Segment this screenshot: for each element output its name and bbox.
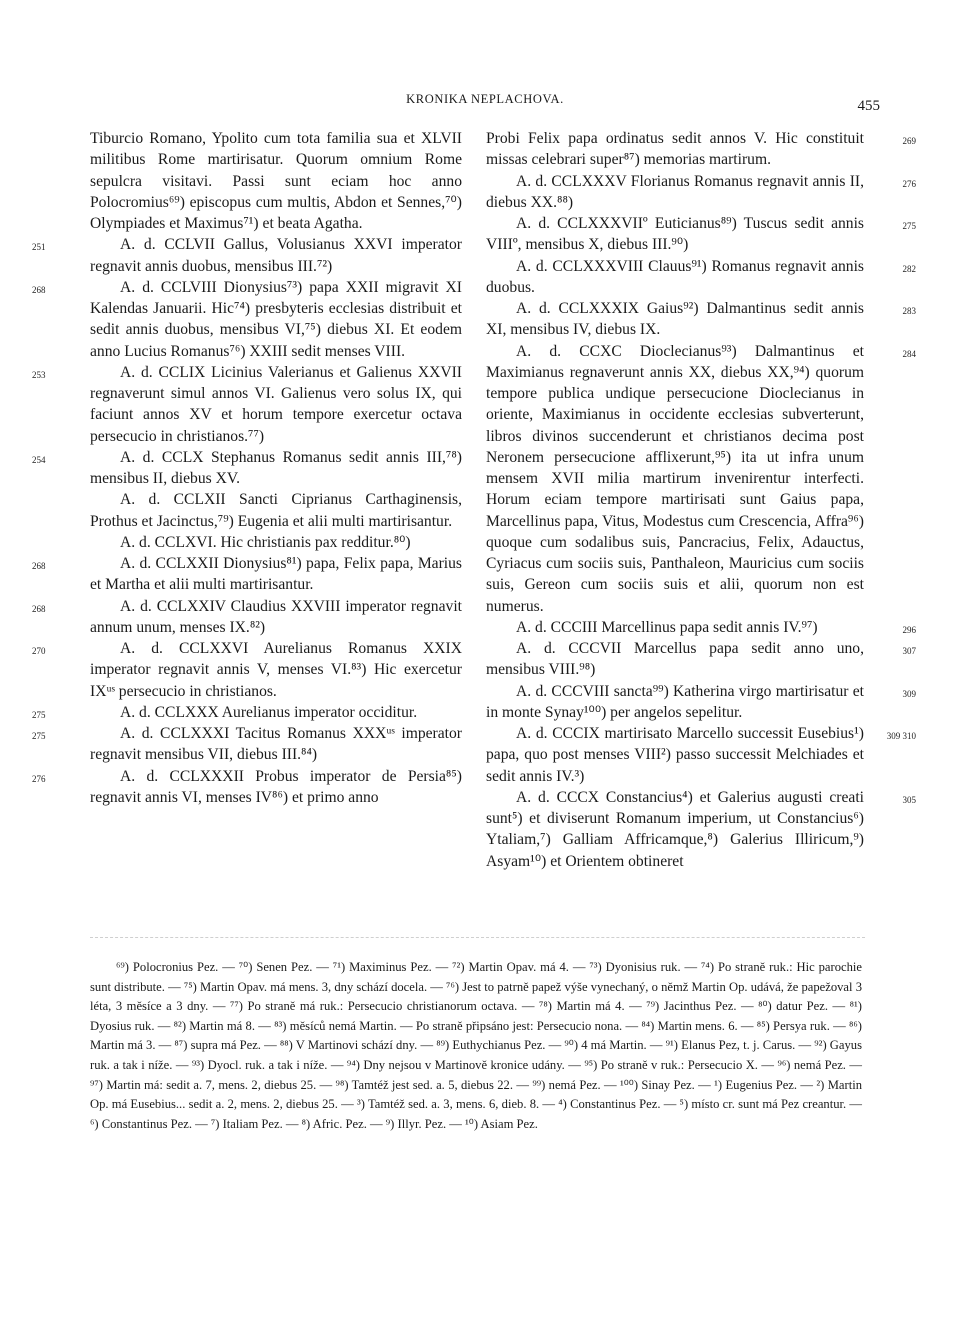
margin-year-number: 276	[32, 773, 46, 784]
chronicle-entry	[486, 787, 916, 872]
margin-year-number: 253	[32, 369, 46, 380]
entry-text: A. d. CCLXII Sancti Ciprianus Carthaginensis, Prothus et Jacinctus,⁷⁹) Eugenia et alii multi martirisantur.	[90, 491, 462, 530]
running-title: KRONIKA NEPLACHOVA.	[406, 92, 564, 106]
entry-text: A. d. CCLXXIV Claudius XXVIII imperator regnavit annum unum, menses IX.⁸²)	[90, 597, 462, 636]
chronicle-entry	[32, 723, 462, 766]
margin-year-number: 269	[902, 136, 916, 146]
margin-year-number: 270	[32, 646, 46, 656]
chronicle-entry	[32, 447, 462, 490]
margin-year-number: 254	[32, 454, 46, 465]
entry-text: A. d. CCLXXX Aurelianus imperator occiditur.	[120, 703, 418, 721]
entry-text: A. d. CCLXXXII Probus imperator de Persia⁸⁵) regnavit annis VI, menses IV⁸⁶) et primo anno	[90, 767, 462, 806]
margin-year-number: 268	[32, 603, 46, 614]
chronicle-entry	[90, 128, 462, 234]
entry-text: A. d. CCXC Dioclecianus⁹³) Dalmantinus et Maximianus regnaverunt annis XX, diebus XX,⁹⁴) quorum tempore publica undique persecucione Dioclecianus in oriente, Maximianus in occidente ecclesias subverterunt, libros divinos succenderunt et christianos decima post Neronem persecucione afflixerunt,⁹⁵) ita ut infra unum mensem XVII milia martirum invenirentur interfecti. Horum eciam tempore martirisati sunt Gaius papa, Marcellinus papa, Vitus, Modestus cum Crescencia, Affra⁹⁶) quoque cum sodalibus suis, Pancracius, Felix, Adauctus, Cyriacus cum sociis suis, Panthaleon, Mauricius cum sociis suis, Gereon cum sociis suis et alii, quorum non est numerus.	[486, 342, 864, 615]
entry-text: A. d. CCLXXXI Tacitus Romanus XXXᵘˢ imperator regnavit mensibus VII, diebus III.⁸⁴)	[90, 725, 462, 764]
margin-year-number: 275	[902, 221, 916, 231]
chronicle-entry	[32, 638, 462, 702]
entry-text: A. d. CCLXXXV Florianus Romanus regnavit annis II, diebus XX.⁸⁸)	[486, 172, 864, 211]
entry-text: A. d. CCLVII Gallus, Volusianus XXVI imperator regnavit annis duobus, mensibus III.⁷²)	[90, 236, 462, 275]
chronicle-entry	[32, 362, 462, 447]
footnotes: ⁶⁹) Polocronius Pez. — ⁷⁰) Senen Pez. — ⁷¹) Maximinus Pez. — ⁷²) Martin Opav. má 4. — ⁷³) Dyonisius ruk. — ⁷⁴) Po straně ruk.: Hic parochie sunt distribute. — ⁷⁵) Martin Opav. má mens. 3, dny schází docela. — ⁷⁶) Jest to patrně papež výše vynechaný, o němž Martin Op. udává, že papežoval 3 léta, 3 měsíce a 3 dny. — ⁷⁷) Po straně má ruk.: Persecucio christianorum octava. — ⁷⁸) Martin má 4. — ⁷⁹) Jacinthus Pez. — ⁸⁰) datur Pez. — ⁸¹) Dyosius ruk. — ⁸²) Martin má 8. — ⁸³) měsíců nemá Martin. — Po straně připsáno jest: Persecucio nona. — ⁸⁴) Martin mens. 6. — ⁸⁵) Persya ruk. — ⁸⁶) Martin má 3. — ⁸⁷) supra má Pez. — ⁸⁸) V Martinovi schází dny. — ⁸⁹) Euthychianus Pez. — ⁹⁰) 4 má Martin. — ⁹¹) Elanus Pez, t. j. Carus. — ⁹²) Gayus ruk. a tak i níže. — ⁹³) Dyocl. ruk. a tak i níže. — ⁹⁴) Dny nejsou v Martinově kronice udány. — ⁹⁵) Po straně v ruk.: Persecucio X. — ⁹⁶) nemá Pez. — ⁹⁷) Martin má: sedit a. 7, mens. 2, diebus 25. — ⁹⁸) Tamtéž jest sed. a. 5, diebus 22. — ⁹⁹) nemá Pez. — ¹⁰⁰) Sinay Pez. — ¹) Eugenius Pez. — ²) Martin Op. má Eusebius... sedit a. 2, mens. 2, diebus 25. — ³) Tamtéž sed. a. 3, mens. 6, dieb. 8. — ⁴) Constantinus Pez. — ⁵) místo cr. sunt má Pez creantur. — ⁶) Constantinus Pez. — ⁷) Italiam Pez. — ⁸) Afric. Pez. — ⁹) Illyr. Pez. — ¹⁰) Asiam Pez.	[90, 960, 862, 1131]
page-header	[90, 92, 880, 116]
chronicle-entry	[486, 298, 916, 341]
margin-year-number: 268	[32, 561, 46, 571]
entry-text: A. d. CCCX Constancius⁴) et Galerius augusti creati sunt⁵) et diviserunt Romanum imperium, ut Constancius⁶) Ytaliam,⁷) Galliam Affricamque,⁸) Galerius Illiricum,⁹) Asyam¹⁰) et Orientem obtineret	[486, 788, 864, 870]
margin-year-number: 284	[902, 348, 916, 359]
entry-text: A. d. CCCVII Marcellus papa sedit anno uno, mensibus VIII.⁹⁸)	[486, 640, 864, 679]
entry-text: A. d. CCLXXVI Aurelianus Romanus XXIX imperator regnavit annis V, menses VI.⁸³) Hic exercetur IXᵘˢ persecucio in christianos.	[90, 640, 462, 700]
entry-text: A. d. CCCIX martirisato Marcello successit Eusebius¹) papa, quo post menses VIII²) passo successit Melchiades et sedit annis IV.³)	[486, 725, 864, 785]
entry-text: A. d. CCLXXXVIIº Euticianus⁸⁹) Tuscus sedit annis VIIIº, mensibus X, diebus III.⁹⁰)	[486, 215, 864, 254]
margin-year-number: 276	[902, 178, 916, 189]
chronicle-entry	[486, 681, 916, 724]
footnote-rule	[90, 937, 865, 938]
entry-text: A. d. CCLXXXVIII Clauus⁹¹) Romanus regnavit annis duobus.	[486, 257, 864, 296]
margin-year-number: 275	[32, 731, 46, 741]
chronicle-entry	[32, 596, 462, 639]
margin-year-number: 283	[902, 306, 916, 316]
chronicle-entry	[32, 553, 462, 596]
entry-text: A. d. CCLXXXIX Gaius⁹²) Dalmantinus sedit annis XI, mensibus IV, diebus IX.	[486, 300, 864, 339]
left-column	[32, 128, 462, 808]
chronicle-entry	[32, 702, 462, 723]
margin-year-number: 309	[902, 688, 916, 699]
entry-text: Tiburcio Romano, Ypolito cum tota familia sua et XLVII militibus Rome martirisatur. Quorum omnium Rome sepulcra visitavi. Passi sunt eciam hoc anno Polocromius⁶⁹) episcopus cum multis, Abdon et Sennes,⁷⁰) Olympiades et Maximus⁷¹) et beata Agatha.	[90, 130, 462, 232]
chronicle-entry	[32, 234, 462, 277]
chronicle-entry	[486, 213, 916, 256]
chronicle-entry	[486, 128, 916, 171]
margin-year-number: 296	[902, 624, 916, 635]
chronicle-entry	[486, 171, 916, 214]
margin-year-number: 282	[902, 263, 916, 274]
page-number: 455	[857, 98, 880, 114]
chronicle-entry	[32, 766, 462, 809]
entry-text: A. d. CCLXVI. Hic christianis pax redditur.⁸⁰)	[120, 533, 411, 551]
chronicle-entry	[486, 638, 916, 681]
margin-year-number: 275	[32, 709, 46, 720]
entry-text: A. d. CCLXXII Dionysius⁸¹) papa, Felix papa, Marius et Martha et alii multi martirisantur.	[90, 555, 462, 594]
right-column	[486, 128, 916, 872]
margin-year-number: 307	[902, 646, 916, 656]
chronicle-entry	[486, 256, 916, 299]
chronicle-entry	[486, 617, 916, 638]
margin-year-number: 251	[32, 242, 46, 253]
entry-text: Probi Felix papa ordinatus sedit annos V. Hic constituit missas celebrari super⁸⁷) memorias martirum.	[486, 130, 864, 169]
chronicle-entry	[486, 723, 916, 787]
entry-text: A. d. CCCVIII sancta⁹⁹) Katherina virgo martirisatur et in monte Synay¹⁰⁰) per angelos sepelitur.	[486, 682, 864, 721]
chronicle-entry	[486, 341, 916, 617]
margin-year-number: 305	[902, 794, 916, 805]
chronicle-entry	[90, 489, 462, 532]
margin-year-number: 268	[32, 284, 46, 295]
entry-text: A. d. CCLX Stephanus Romanus sedit annis III,⁷⁸) mensibus II, diebus XV.	[90, 448, 462, 487]
chronicle-entry	[32, 277, 462, 362]
entry-text: A. d. CCLVIII Dionysius⁷³) papa XXII migravit XI Kalendas Januarii. Hic⁷⁴) presbyteris ecclesias distribuit et sedit annis duobus, mensibus VI,⁷⁵) diebus XI. Et eodem anno Lucius Romanus⁷⁶) XXIII sedit menses VIII.	[90, 278, 462, 360]
entry-text: A. d. CCLIX Licinius Valerianus et Galienus XXVII regnaverunt simul annos VI. Galienus vero solus IX, qui faciunt annos XV et horum tempore exercetur octava persecucio in christianos.⁷⁷)	[90, 363, 462, 445]
entry-text: A. d. CCCIII Marcellinus papa sedit annis IV.⁹⁷)	[516, 618, 818, 636]
margin-year-number: 309 310	[886, 731, 916, 741]
chronicle-entry	[90, 532, 462, 553]
